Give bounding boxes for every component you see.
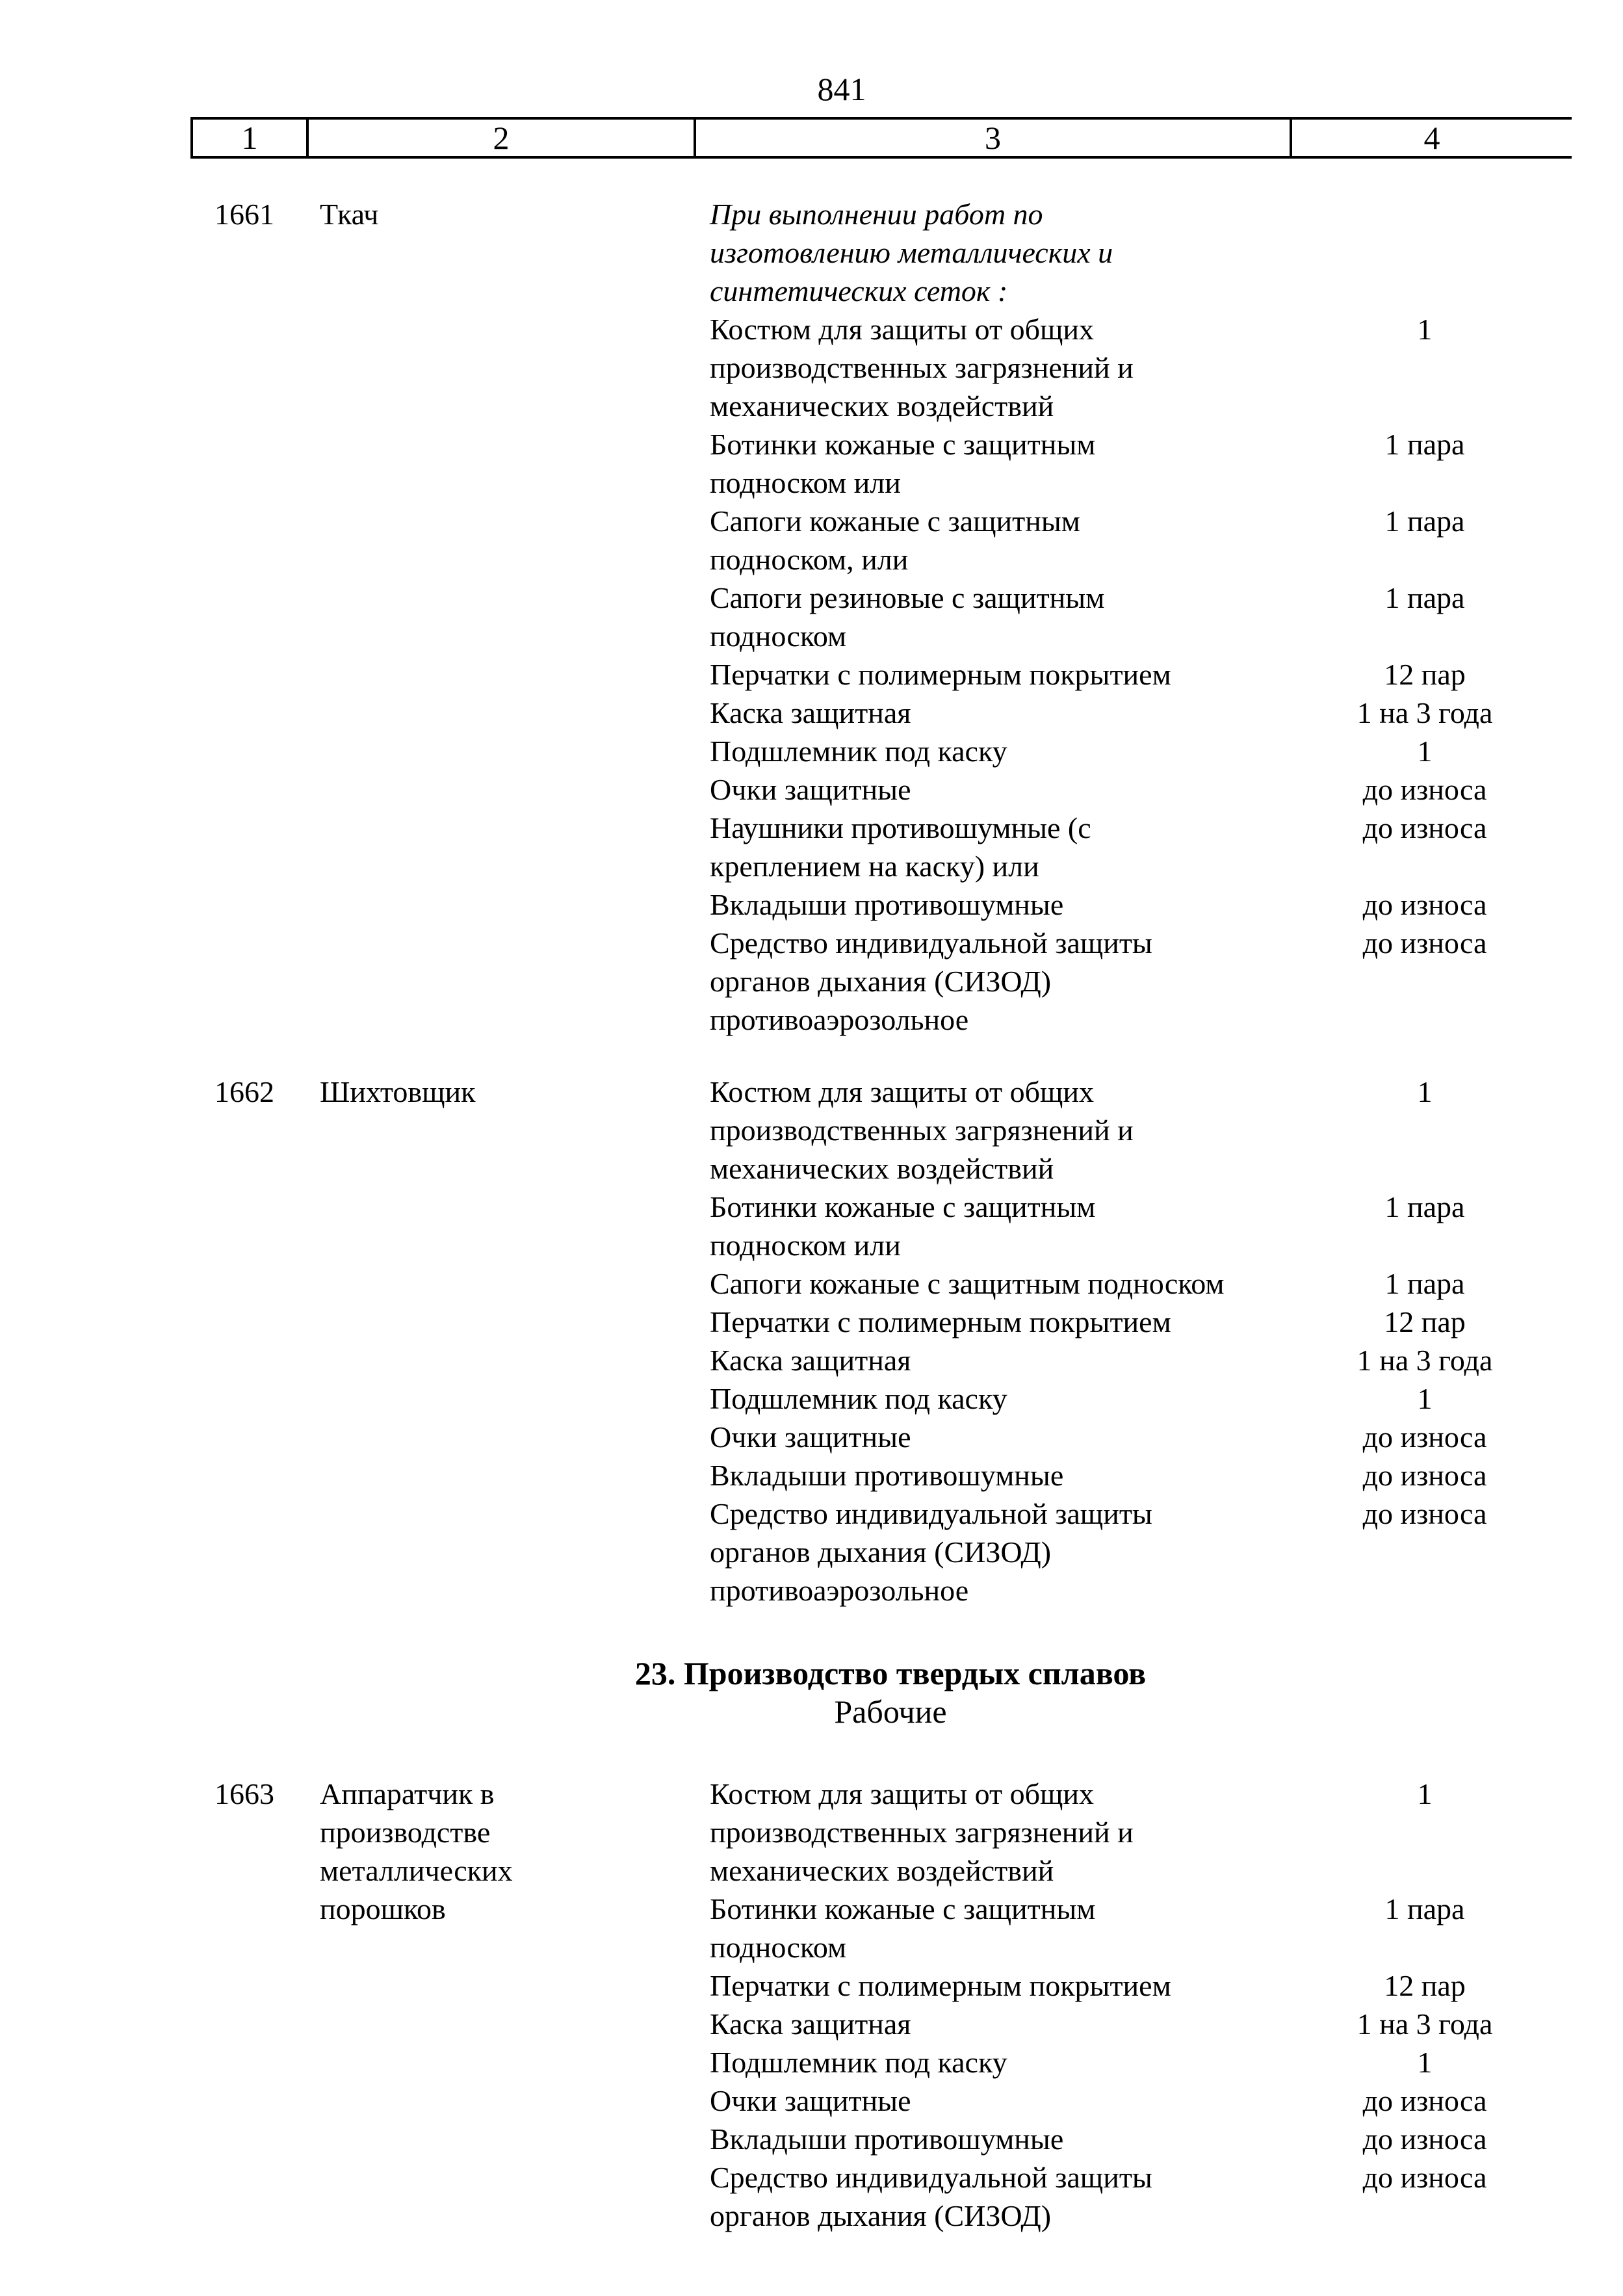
entry-number: 1661 (214, 198, 274, 231)
list-item (710, 1341, 1555, 1379)
list-item (710, 1188, 1555, 1264)
item-qty: 1 пара (1384, 504, 1465, 538)
item-text: Средство индивидуальной защиты органов дыхания (СИЗОД) (710, 2161, 1152, 2232)
equipment-list (710, 1775, 1555, 2235)
item-text: Подшлемник под каску (710, 1382, 1007, 1415)
item-text: Очки защитные (710, 773, 911, 806)
list-item (710, 310, 1555, 425)
item-qty: 1 (1417, 735, 1433, 768)
item-qty: 12 пар (1384, 658, 1466, 691)
item-text: Ботинки кожаные с защитным подноском (710, 1892, 1096, 1964)
item-qty: 1 на 3 года (1357, 2007, 1493, 2041)
item-text: Каска защитная (710, 696, 911, 729)
item-qty: 1 пара (1384, 428, 1465, 461)
item-text: Подшлемник под каску (710, 2046, 1007, 2079)
item-text: Наушники противошумные (с креплением на каску) или (710, 811, 1091, 883)
column-header-row (190, 117, 1572, 159)
profession-name: Аппаратчик в производстве металлических порошков (320, 1777, 513, 1925)
list-item (710, 2005, 1555, 2043)
item-qty: 12 пар (1384, 1969, 1466, 2002)
item-text: Ботинки кожаные с защитным подноском или (710, 1190, 1096, 1262)
item-qty: до износа (1362, 2122, 1487, 2156)
item-text: Перчатки с полимерным покрытием (710, 1969, 1171, 2002)
list-item (710, 2120, 1555, 2158)
page-number: 841 (817, 71, 866, 107)
item-qty: 1 на 3 года (1357, 1344, 1493, 1377)
list-item (710, 1303, 1555, 1341)
item-qty: до износа (1362, 1497, 1487, 1530)
item-qty: 1 (1417, 1777, 1433, 1810)
item-qty: 1 на 3 года (1357, 696, 1493, 729)
column-header-1: 1 (193, 120, 309, 156)
item-text: Вкладыши противошумные (710, 1459, 1064, 1492)
list-item (710, 732, 1555, 770)
list-item (710, 1379, 1555, 1418)
list-item (710, 655, 1555, 694)
list-item (710, 1890, 1555, 1966)
item-qty: до износа (1362, 1459, 1487, 1492)
item-text: Костюм для защиты от общих производственных загрязнений и механических воздействий (710, 1075, 1134, 1185)
column-header-4: 4 (1423, 120, 1440, 156)
item-text: Очки защитные (710, 1420, 911, 1454)
list-item (710, 1966, 1555, 2005)
item-text: Сапоги кожаные с защитным подноском (710, 1267, 1225, 1300)
list-item (710, 1494, 1555, 1610)
entry-number: 1663 (214, 1777, 274, 1810)
equipment-list (710, 195, 1555, 1039)
list-item (710, 1264, 1555, 1303)
item-qty: 1 (1417, 2046, 1433, 2079)
list-item (710, 2158, 1555, 2235)
list-item (710, 924, 1555, 1039)
list-item (710, 1456, 1555, 1494)
item-qty: до износа (1362, 773, 1487, 806)
item-qty: до износа (1362, 888, 1487, 921)
column-header-2: 2 (309, 120, 696, 156)
item-qty: 1 (1417, 1382, 1433, 1415)
section-title: 23. Производство твердых сплавов (634, 1655, 1147, 1691)
item-qty: 1 пара (1384, 1190, 1465, 1223)
item-text: Сапоги резиновые с защитным подноском (710, 581, 1105, 653)
item-qty: до износа (1362, 2084, 1487, 2117)
list-item (710, 1073, 1555, 1188)
list-item (710, 2081, 1555, 2120)
list-item (710, 885, 1555, 924)
item-text: Подшлемник под каску (710, 735, 1007, 768)
item-qty: 1 (1417, 1075, 1433, 1108)
item-text: Костюм для защиты от общих производственных загрязнений и механических воздействий (710, 1777, 1134, 1887)
item-qty: до износа (1362, 2161, 1487, 2194)
column-header-3: 3 (696, 120, 1292, 156)
item-text: Костюм для защиты от общих производственных загрязнений и механических воздействий (710, 313, 1134, 423)
item-text: Вкладыши противошумные (710, 888, 1064, 921)
item-text: Очки защитные (710, 2084, 911, 2117)
item-qty: до износа (1362, 811, 1487, 844)
item-qty: 1 (1417, 313, 1433, 346)
list-item (710, 694, 1555, 732)
item-qty: 1 пара (1384, 1267, 1465, 1300)
item-text: Ботинки кожаные с защитным подноском или (710, 428, 1096, 499)
list-item (710, 502, 1555, 579)
list-item (710, 2043, 1555, 2081)
list-item (710, 579, 1555, 655)
item-qty: 1 пара (1384, 1892, 1465, 1925)
item-text: Сапоги кожаные с защитным подноском, или (710, 504, 1080, 576)
item-text: Перчатки с полимерным покрытием (710, 658, 1171, 691)
item-qty: 12 пар (1384, 1305, 1466, 1338)
item-text: Средство индивидуальной защиты органов дыхания (СИЗОД) противоаэрозольное (710, 1497, 1152, 1607)
section-subtitle: Рабочие (834, 1693, 947, 1730)
item-text: Каска защитная (710, 2007, 911, 2041)
item-text: Каска защитная (710, 1344, 911, 1377)
equipment-list (710, 1073, 1555, 1610)
list-item (710, 1775, 1555, 1890)
item-qty: до износа (1362, 1420, 1487, 1454)
item-text: Перчатки с полимерным покрытием (710, 1305, 1171, 1338)
entry-number: 1662 (214, 1075, 274, 1108)
list-item (710, 425, 1555, 502)
list-item (710, 770, 1555, 809)
item-qty: до износа (1362, 926, 1487, 959)
item-text: Средство индивидуальной защиты органов дыхания (СИЗОД) противоаэрозольное (710, 926, 1152, 1036)
profession-name: Шихтовщик (320, 1075, 476, 1108)
entry-intro-note: При выполнении работ по изготовлению металлических и синтетических сеток : (710, 198, 1113, 307)
profession-name: Ткач (320, 198, 379, 231)
item-text: Вкладыши противошумные (710, 2122, 1064, 2156)
item-qty: 1 пара (1384, 581, 1465, 614)
list-item (710, 809, 1555, 885)
list-item (710, 1418, 1555, 1456)
